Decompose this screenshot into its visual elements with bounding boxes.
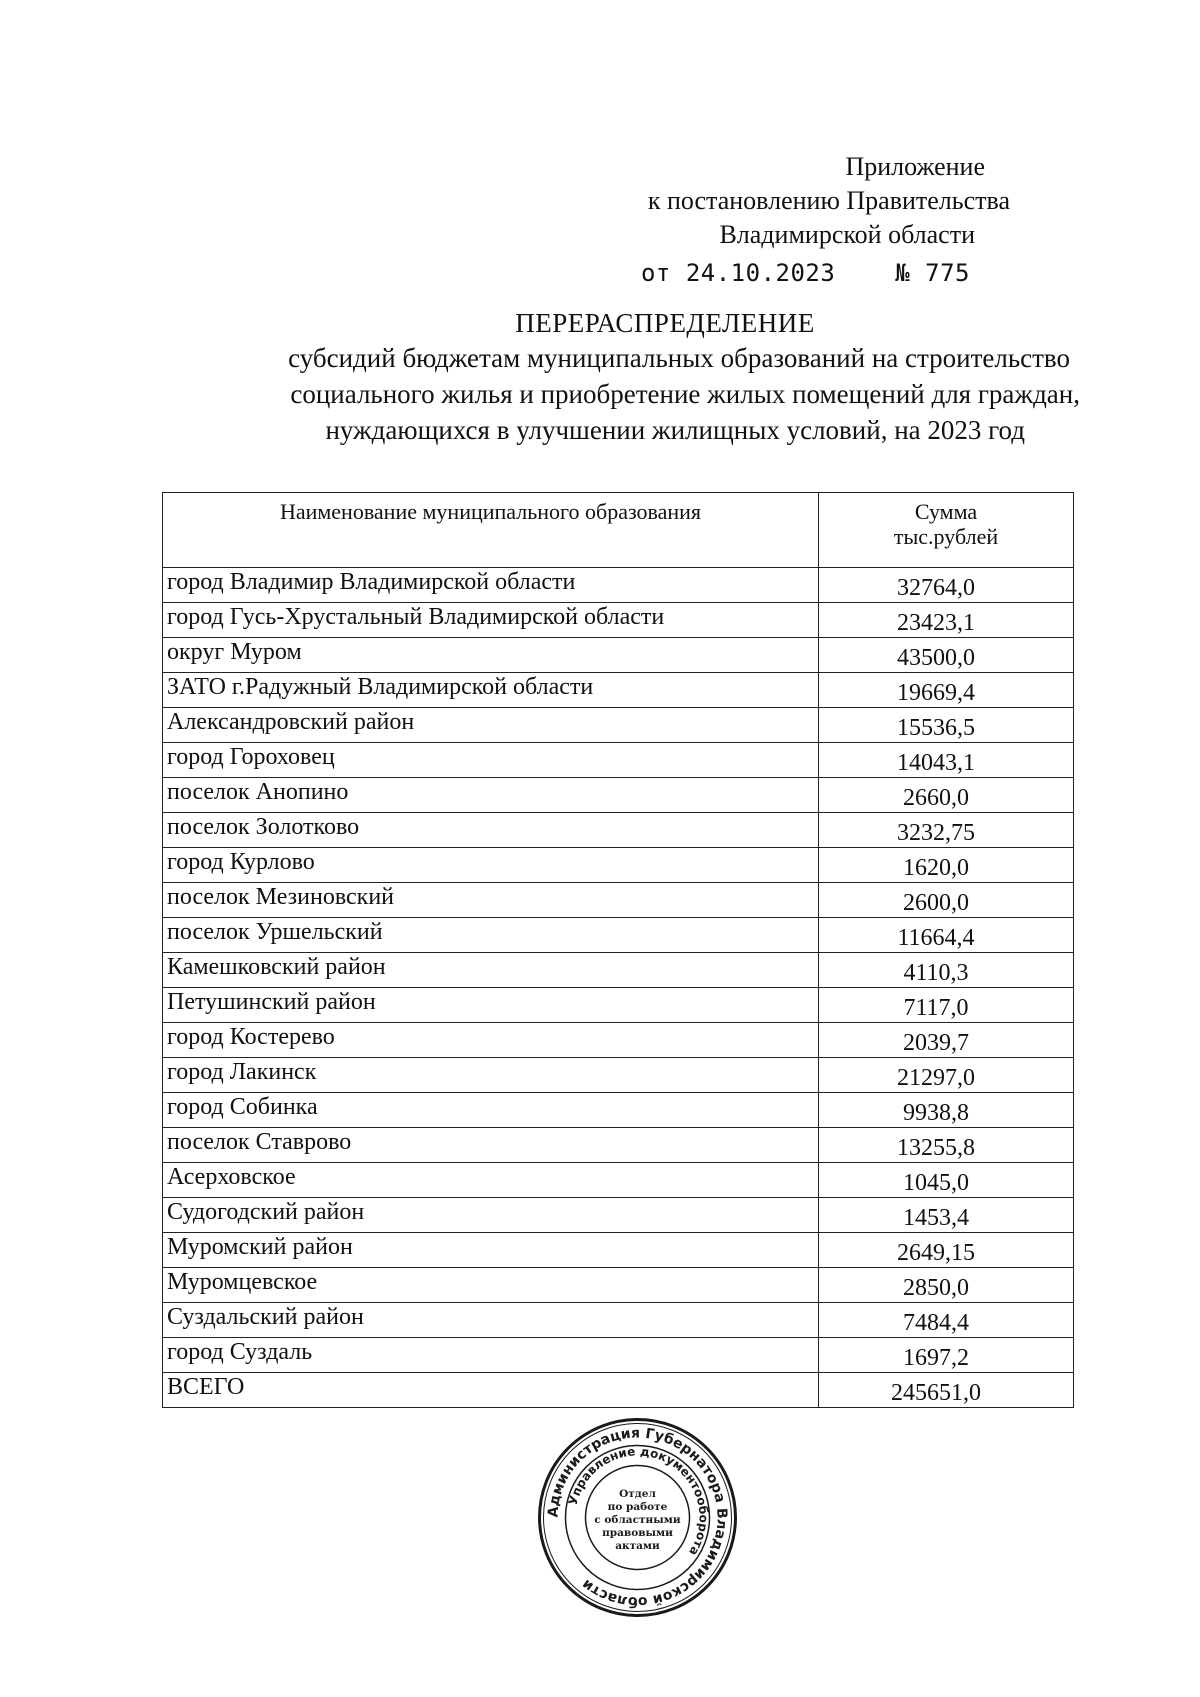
municipality-name-cell: Асерховское <box>163 1163 819 1198</box>
number-sign: № <box>895 259 911 287</box>
municipality-name-cell: Камешковский район <box>163 953 819 988</box>
table-body <box>163 568 1074 1408</box>
appendix-region-line: Владимирской области <box>719 220 975 249</box>
subtitle-line-1: субсидий бюджетам муниципальных образований на строительство <box>288 343 1070 373</box>
municipality-name-cell: город Курлово <box>163 848 819 883</box>
table-row <box>163 1128 1074 1163</box>
subtitle-line-2: социального жилья и приобретение жилых помещений для граждан, <box>290 379 1080 409</box>
document-title <box>0 308 1200 338</box>
table-row <box>163 1093 1074 1128</box>
subsidy-sum-cell: 7484,4 <box>819 1303 1074 1338</box>
table-row <box>163 1373 1074 1408</box>
subsidy-sum-cell: 15536,5 <box>819 708 1074 743</box>
table-row <box>163 568 1074 603</box>
municipality-name-cell: округ Муром <box>163 638 819 673</box>
table-row <box>163 673 1074 708</box>
subsidy-sum-cell: 245651,0 <box>819 1373 1074 1408</box>
municipality-name-cell: Муромцевское <box>163 1268 819 1303</box>
column-header-sum-line2: тыс.рублей <box>893 524 999 549</box>
municipality-name-cell: Петушинский район <box>163 988 819 1023</box>
subsidy-sum-cell: 21297,0 <box>819 1058 1074 1093</box>
subsidy-sum-cell: 3232,75 <box>819 813 1074 848</box>
subsidy-sum-cell: 9938,8 <box>819 1093 1074 1128</box>
table-row <box>163 1163 1074 1198</box>
municipality-name-cell: город Костерево <box>163 1023 819 1058</box>
municipality-name-cell: Александровский район <box>163 708 819 743</box>
municipality-name-cell: город Лакинск <box>163 1058 819 1093</box>
table-header-row <box>163 493 1074 568</box>
municipality-name-cell: город Гусь-Хрустальный Владимирской области <box>163 603 819 638</box>
appendix-resolution-line: к постановлению Правительства <box>647 186 1010 215</box>
municipality-name-cell: Муромский район <box>163 1233 819 1268</box>
subsidy-sum-cell: 23423,1 <box>819 603 1074 638</box>
stamp-center-line-3: с областными <box>594 1514 681 1526</box>
subsidy-sum-cell: 32764,0 <box>819 568 1074 603</box>
date-prefix: от <box>640 259 671 287</box>
table-row <box>163 1303 1074 1338</box>
column-header-name: Наименование муниципального образования <box>163 493 819 568</box>
subsidy-sum-cell: 19669,4 <box>819 673 1074 708</box>
subsidy-sum-cell: 2850,0 <box>819 1268 1074 1303</box>
table-row <box>163 1023 1074 1058</box>
subsidy-sum-cell: 2660,0 <box>819 778 1074 813</box>
subsidy-sum-cell: 1453,4 <box>819 1198 1074 1233</box>
subsidy-sum-cell: 2600,0 <box>819 883 1074 918</box>
table-row <box>163 638 1074 673</box>
table-row <box>163 1338 1074 1373</box>
table-row <box>163 813 1074 848</box>
table-row <box>163 1233 1074 1268</box>
municipality-name-cell: поселок Ставрово <box>163 1128 819 1163</box>
municipality-name-cell: поселок Анопино <box>163 778 819 813</box>
subsidy-sum-cell: 1045,0 <box>819 1163 1074 1198</box>
subsidy-sum-cell: 1620,0 <box>819 848 1074 883</box>
municipality-name-cell: Судогодский район <box>163 1198 819 1233</box>
title-main: ПЕРЕРАСПРЕДЕЛЕНИЕ <box>515 308 815 338</box>
official-stamp <box>535 1415 740 1620</box>
subsidy-sum-cell: 2039,7 <box>819 1023 1074 1058</box>
date-value: 24.10.2023 <box>685 259 836 287</box>
municipality-name-cell: ЗАТО г.Радужный Владимирской области <box>163 673 819 708</box>
stamp-center-line-1: Отдел <box>619 1488 656 1500</box>
subsidy-sum-cell: 14043,1 <box>819 743 1074 778</box>
municipality-name-cell: поселок Золотково <box>163 813 819 848</box>
document-subtitle <box>230 340 1110 448</box>
table-row <box>163 743 1074 778</box>
table-row <box>163 1268 1074 1303</box>
appendix-header <box>590 150 1010 290</box>
municipality-name-cell: город Собинка <box>163 1093 819 1128</box>
table-row <box>163 953 1074 988</box>
table-row <box>163 848 1074 883</box>
table-row <box>163 778 1074 813</box>
table-row <box>163 988 1074 1023</box>
appendix-label: Приложение <box>845 152 985 181</box>
municipality-name-cell: Суздальский район <box>163 1303 819 1338</box>
subtitle-line-3: нуждающихся в улучшении жилищных условий, на 2023 год <box>325 415 1025 445</box>
municipality-name-cell: поселок Мезиновский <box>163 883 819 918</box>
appendix-date-line <box>590 256 1010 290</box>
column-header-sum <box>819 493 1074 568</box>
municipality-name-cell: город Владимир Владимирской области <box>163 568 819 603</box>
stamp-center-line-4: правовыми <box>602 1527 673 1539</box>
subsidy-sum-cell: 7117,0 <box>819 988 1074 1023</box>
subsidy-sum-cell: 11664,4 <box>819 918 1074 953</box>
subsidy-sum-cell: 1697,2 <box>819 1338 1074 1373</box>
subsidy-sum-cell: 4110,3 <box>819 953 1074 988</box>
stamp-inner-ring-text: Управление документооборота <box>565 1444 711 1559</box>
table-row <box>163 603 1074 638</box>
table-row <box>163 918 1074 953</box>
table-row <box>163 1058 1074 1093</box>
subsidy-sum-cell: 13255,8 <box>819 1128 1074 1163</box>
municipality-name-cell: поселок Уршельский <box>163 918 819 953</box>
column-header-sum-line1: Сумма <box>914 499 978 524</box>
distribution-table-wrapper <box>162 492 1074 1408</box>
distribution-table <box>162 492 1074 1408</box>
table-row <box>163 1198 1074 1233</box>
table-row <box>163 883 1074 918</box>
stamp-center-line-2: по работе <box>607 1501 668 1513</box>
document-number: 775 <box>925 259 970 287</box>
table-row <box>163 708 1074 743</box>
stamp-center-line-5: актами <box>615 1540 660 1552</box>
subsidy-sum-cell: 43500,0 <box>819 638 1074 673</box>
municipality-name-cell: город Гороховец <box>163 743 819 778</box>
municipality-name-cell: город Суздаль <box>163 1338 819 1373</box>
subsidy-sum-cell: 2649,15 <box>819 1233 1074 1268</box>
stamp-outer-text: Администрация Губернатора Владимирской области <box>545 1425 730 1610</box>
municipality-name-cell: ВСЕГО <box>163 1373 819 1408</box>
